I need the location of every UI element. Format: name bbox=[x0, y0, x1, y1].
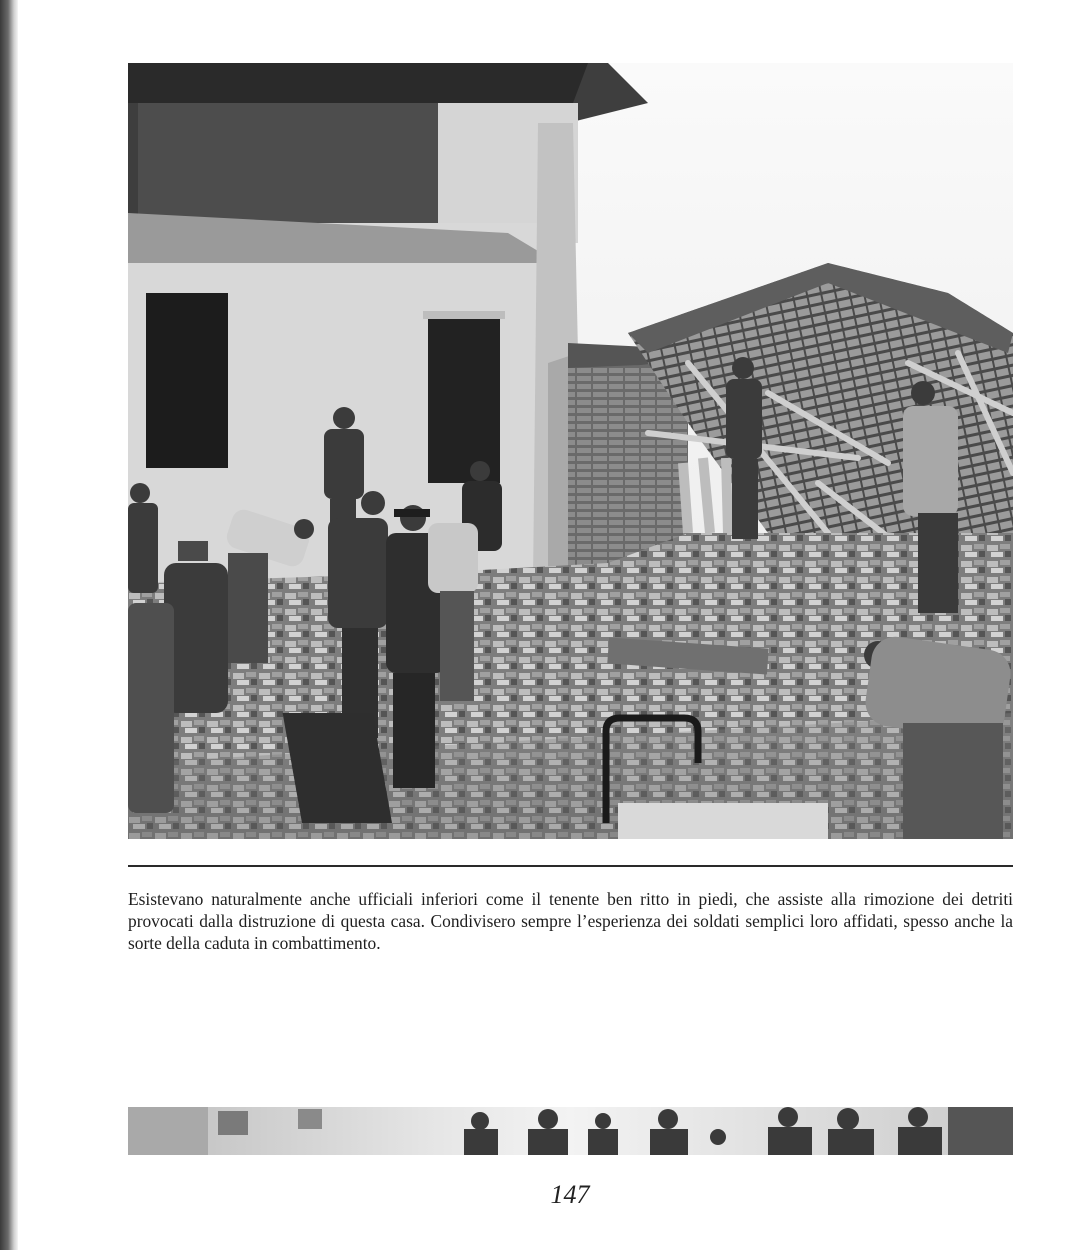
divider-rule bbox=[128, 865, 1013, 867]
decorative-photo-strip bbox=[128, 1107, 1013, 1155]
book-binding-shadow bbox=[0, 0, 18, 1250]
photo-caption: Esistevano naturalmente anche ufficiali inferiori come il tenente ben ritto in piedi, che assiste alla rimozione dei detriti provocati dalla distruzione di questa casa. Condivisero sempre l’esperienza dei soldati semplici loro affidati, spesso anche la sorte della caduta in combattimento. bbox=[128, 889, 1013, 953]
main-photograph bbox=[128, 63, 1013, 839]
page-number: 147 bbox=[550, 1180, 590, 1209]
